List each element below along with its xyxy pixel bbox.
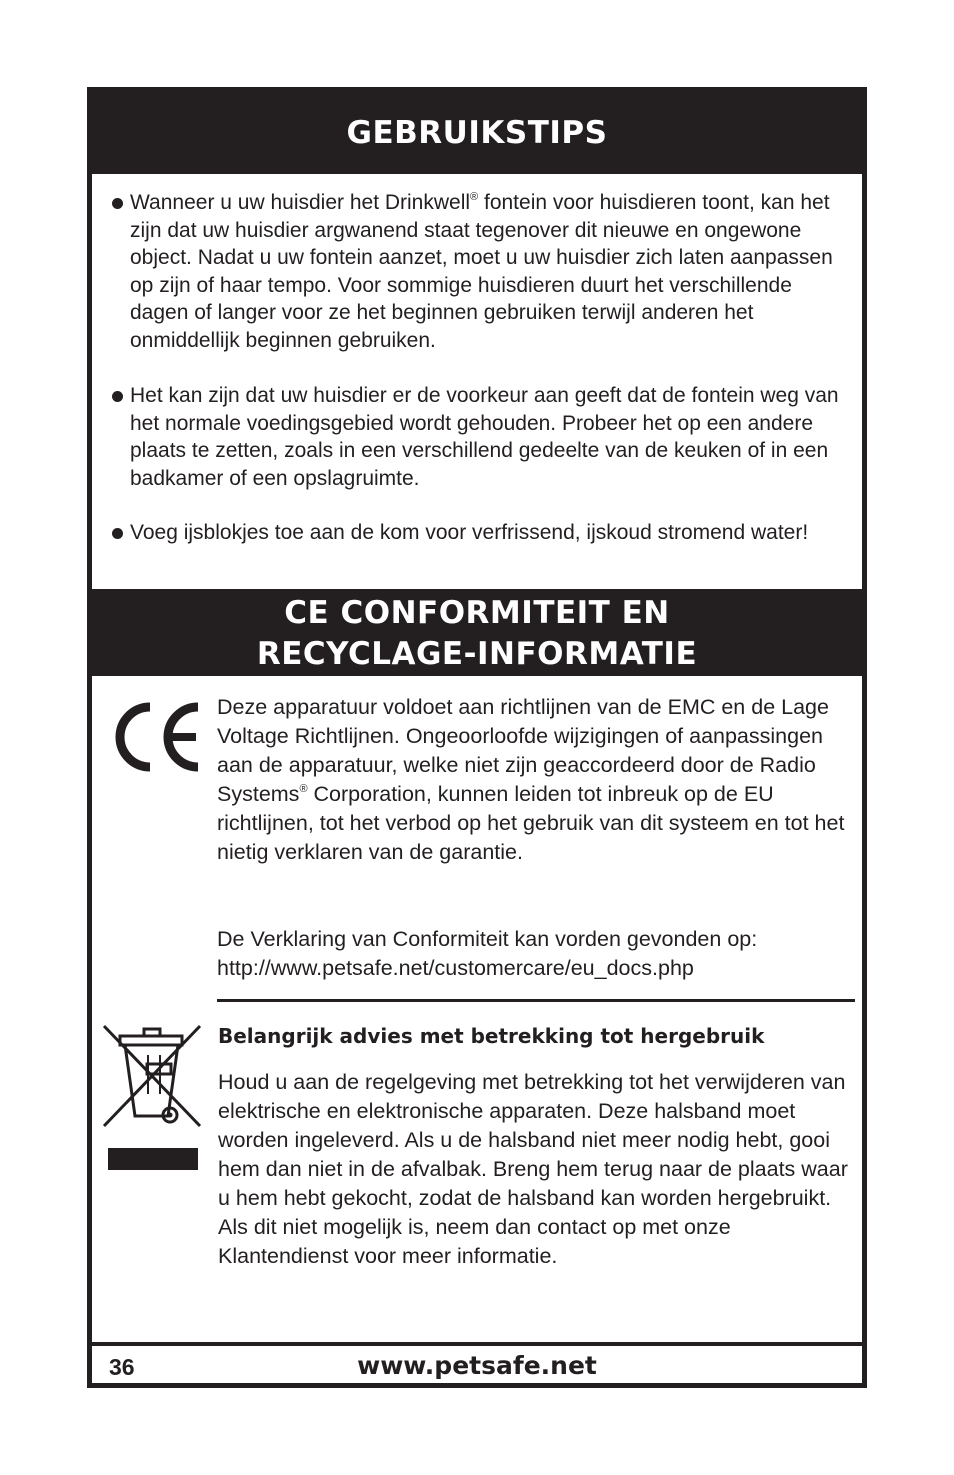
website-url: www.petsafe.net <box>357 1351 597 1380</box>
ce-mark-icon <box>110 699 206 775</box>
recycling-text: Houd u aan de regelgeving met betrekking tot het verwijderen van elektrische en elektronische apparaten. Deze halsband moet worden ingeleverd. Als u de halsband niet meer nodig hebt, gooi hem dan niet in de afvalbak. Breng hem terug naar de plaats waar u hem hebt gekocht, zodat de halsband kan worden hergebruikt. Als dit niet mogelijk is, neem dan contact op met onze Klantendienst voor meer informatie. <box>218 1070 848 1268</box>
bullet-dot-icon <box>112 528 123 539</box>
ce-heading-line-2: RECYCLAGE-INFORMATIE <box>256 636 698 672</box>
ce-compliance-text <box>217 693 857 867</box>
declaration-of-conformity <box>217 925 857 983</box>
tip-bullet-3 <box>130 519 850 547</box>
section-heading-ce <box>92 589 862 676</box>
declaration-text: De Verklaring van Conformiteit kan vorden gevonden op: <box>217 927 758 951</box>
declaration-url: http://www.petsafe.net/customercare/eu_docs.php <box>217 956 694 980</box>
tip-3-text: Voeg ijsblokjes toe aan de kom voor verfrissend, ijskoud stromend water! <box>130 521 809 544</box>
section-divider <box>217 999 855 1002</box>
crossed-out-wheelie-bin-icon <box>98 1022 204 1172</box>
tip-bullet-2 <box>130 382 850 492</box>
footer-divider <box>92 1342 862 1346</box>
compliance-text-start: Deze apparatuur voldoet aan richtlijnen van de EMC en de Lage Voltage Richtlijnen. Ongeoorloofde wijzigingen of aanpassingen aan de apparatuur, welke niet zijn geaccordeerd door de Radio Systems <box>217 695 829 806</box>
registered-mark: ® <box>470 191 479 203</box>
registered-mark: ® <box>299 782 308 795</box>
ce-heading-line-1: CE CONFORMITEIT EN <box>284 595 670 631</box>
tip-1-text-start: Wanneer u uw huisdier het Drinkwell <box>130 191 471 214</box>
tip-1-text-end: fontein voor huisdieren toont, kan het zijn dat uw huisdier argwanend staat tegenover dit nieuwe en ongewone object. Nadat u uw fontein aanzet, moet u uw huisdier zich laten aanpassen op zijn of haar tempo. Voor sommige huisdieren duurt het verschillende dagen of langer voor ze het beginnen gebruiken terwijl anderen het onmiddellijk beginnen gebruiken. <box>130 191 833 352</box>
recycling-heading: Belangrijk advies met betrekking tot hergebruik <box>218 1024 765 1048</box>
section-heading-tips <box>92 92 862 174</box>
page-number: 36 <box>109 1354 135 1380</box>
bullet-dot-icon <box>112 198 123 209</box>
page-frame <box>87 87 867 1388</box>
tip-2-text: Het kan zijn dat uw huisdier er de voorkeur aan geeft dat de fontein weg van het normale voedingsgebied wordt gehouden. Probeer het op een andere plaats te zetten, zoals in een verschillend gedeelte van de keuken of in een badkamer of een opslagruimte. <box>130 384 839 490</box>
bullet-dot-icon <box>112 391 123 402</box>
tips-heading-text: GEBRUIKSTIPS <box>346 115 608 151</box>
compliance-text-end: Corporation, kunnen leiden tot inbreuk op de EU richtlijnen, tot het verbod op het gebruik van dit systeem en tot het nietig verklaren van de garantie. <box>217 782 845 864</box>
tip-bullet-1 <box>130 189 850 354</box>
